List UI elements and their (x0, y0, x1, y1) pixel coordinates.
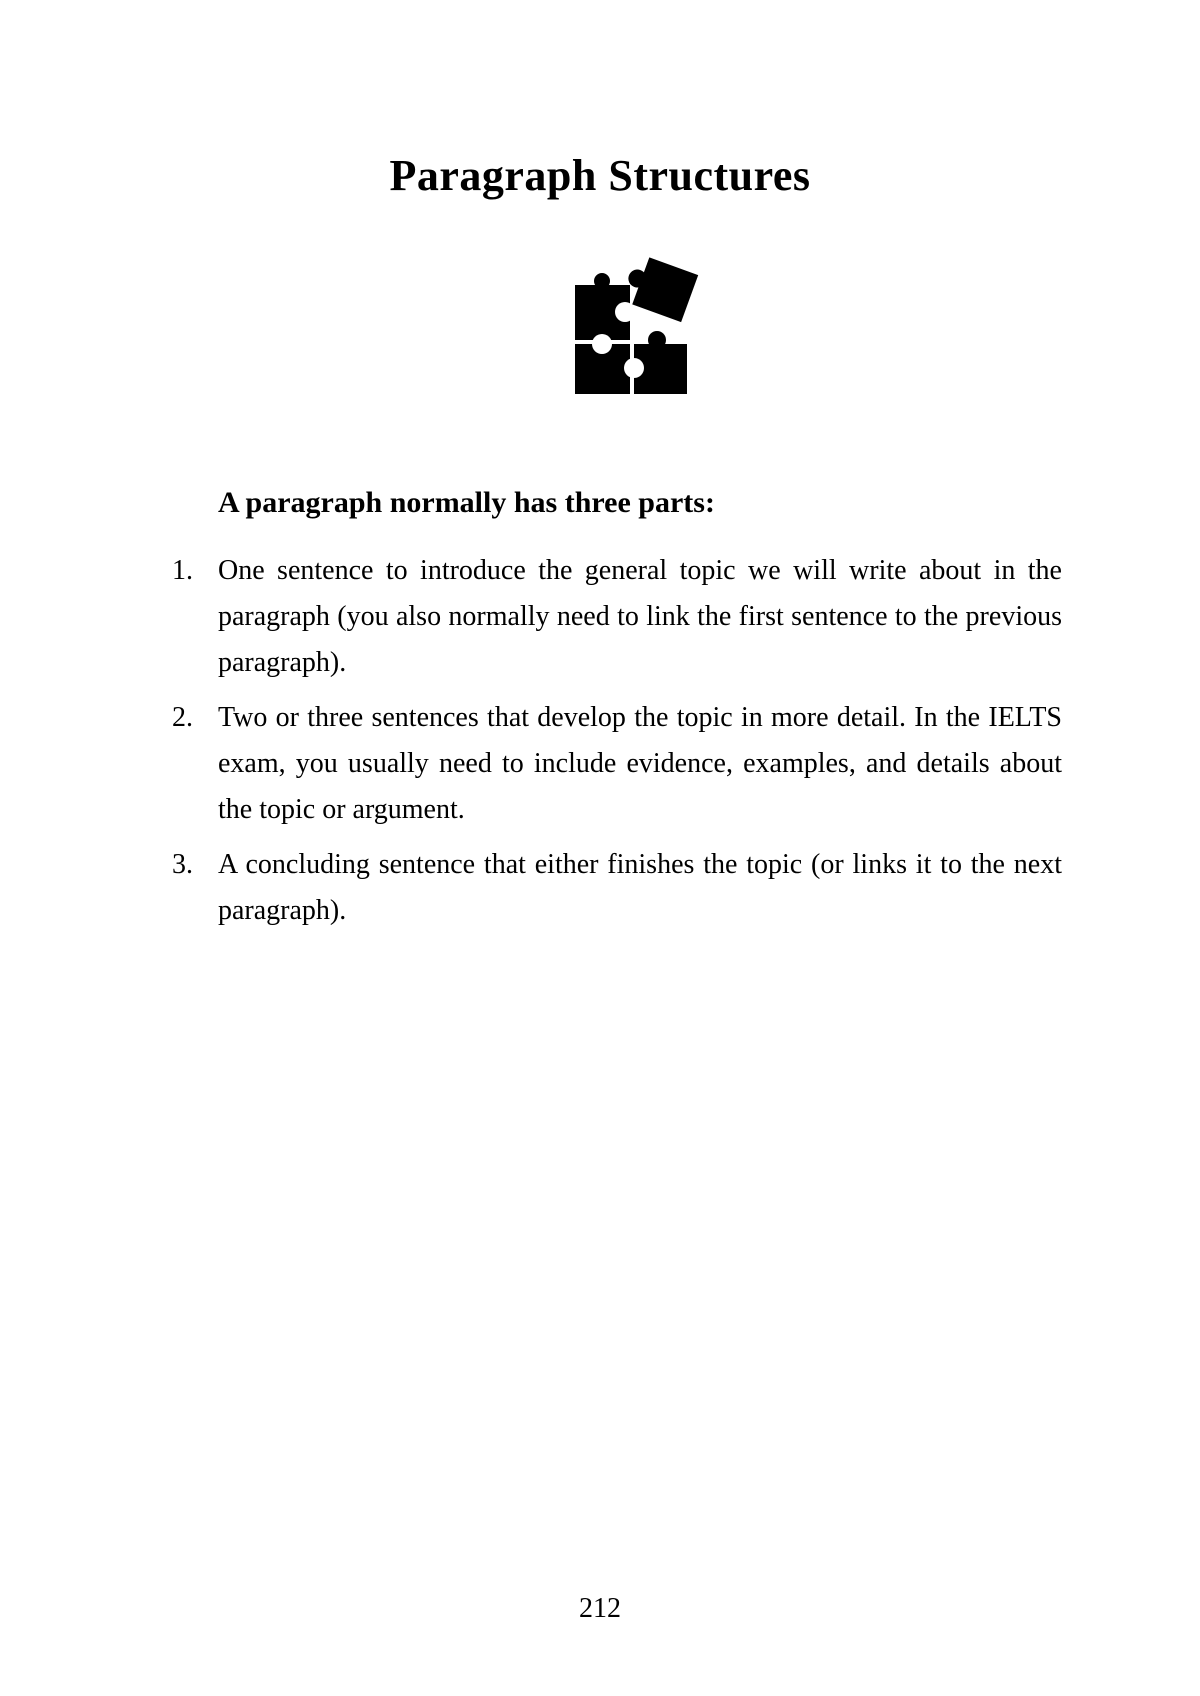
list-item-number: 1. (172, 555, 193, 586)
list-intro: A paragraph normally has three parts: (218, 486, 715, 519)
list-item-number: 3. (172, 849, 193, 880)
list-item-number: 2. (172, 702, 193, 733)
list-item (172, 548, 1062, 686)
puzzle-pieces-icon (555, 240, 720, 410)
list-item-text: A concluding sentence that either finishes the topic (or links it to the next paragraph). (218, 849, 1062, 926)
list-item-text: Two or three sentences that develop the topic in more detail. In the IELTS exam, you usually need to include evidence, examples, and details about the topic or argument. (218, 702, 1062, 825)
list-item-text: One sentence to introduce the general topic we will write about in the paragraph (you also normally need to link the first sentence to the previous paragraph). (218, 555, 1062, 678)
paragraph-parts-list (172, 548, 1062, 943)
page-number: 212 (579, 1593, 621, 1624)
page-title: Paragraph Structures (389, 151, 811, 200)
list-item (172, 842, 1062, 934)
list-item (172, 695, 1062, 833)
